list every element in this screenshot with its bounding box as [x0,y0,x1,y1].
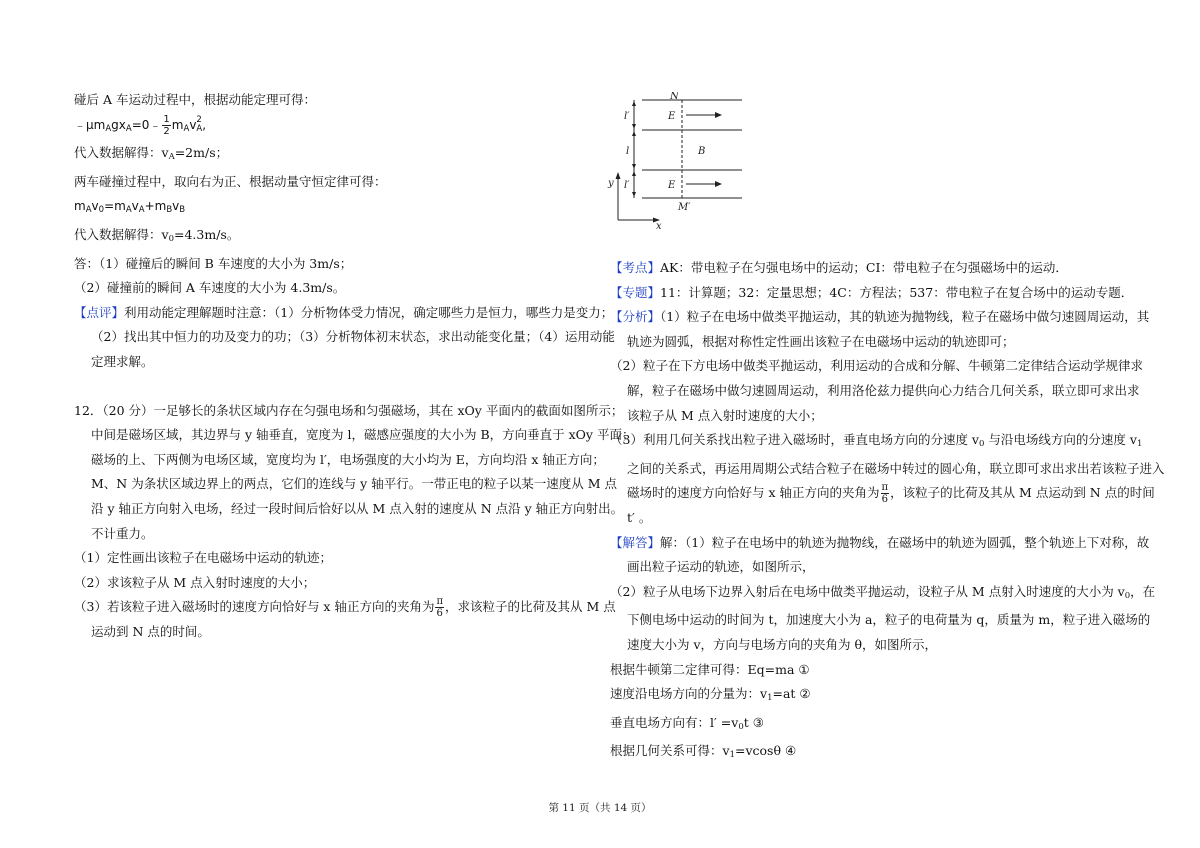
y-axis-arrowhead [616,172,621,179]
label-m: M′ [678,202,691,213]
solution-line: 下侧电场中运动的时间为 t，加速度大小为 a，粒子的电荷量为 q，质量为 m，粒子进入磁场的 [627,612,1151,628]
label-x: x [656,221,662,232]
analysis-line: t′ 。 [627,509,652,525]
text-line: 两车碰撞过程中，取向右为正、根据动量守恒定律可得： [74,173,387,189]
analysis-line: （2）粒子在下方电场中做类平抛运动，利用运动的合成和分解、牛顿第二定律结合运动学规律求 [610,358,1143,374]
text-line: 代入数据解得：$v_A=2m/s$； [74,145,229,163]
label-n: N [670,92,679,102]
equation-line: 速度沿电场方向的分量为：$v_1=at$ ② [610,686,811,704]
zhuanti-tag: 【专题】 [610,284,661,300]
label-l: l [626,146,630,157]
solution-line: 画出粒子运动的轨迹，如图所示， [627,559,815,575]
question-line: 磁场的上、下两侧为电场区域，宽度均为 l′，电场强度的大小均为 E，方向均沿 x 轴正方向； [91,451,605,467]
kaodian-line: 【考点】AK：带电粒子在匀强电场中的运动；CI：带电粒子在匀强磁场中的运动． [610,260,1068,275]
analysis-line: 之间的关系式，再运用周期公式结合粒子在磁场中转过的圆心角，联立即可求出求出若该粒子进入 [627,460,1165,476]
question-line: 不计重力。 [91,525,154,541]
label-b: B [698,146,706,157]
analysis-line: （3）利用几何关系找出粒子进入磁场时，垂直电场方向的分速度 $v_0$ 与沿电场线方向的分速度 $v_1$ [610,432,1143,450]
fraction: $\frac{\pi}{6}$ [436,596,444,620]
question-line: 运动到 N 点的时间。 [91,623,210,639]
left-column [74,88,635,644]
analysis-line: 解，粒子在磁场中做匀速圆周运动，利用洛伦兹力提供向心力结合几何关系，联立即可求出求 [627,382,1140,398]
question-line: 沿 y 轴正方向射入电场，经过一段时间后恰好以从 M 点入射的速度从 N 点沿 y 轴正方向射出。 [91,500,624,516]
fraction: $\frac{\pi}{6}$ [881,482,889,506]
question-line: 中间是磁场区域，其边界与 y 轴垂直，宽度为 l，磁感应强度的大小为 B，方向垂直于 xOy 平面； [91,427,635,443]
equation-line: 根据牛顿第二定律可得：Eq=ma ① [610,661,810,677]
analysis-line: 该粒子从 M 点入射时速度的大小； [627,407,823,423]
label-e: E [668,111,676,122]
solution-tag: 【解答】 [610,534,661,550]
analysis-line: 磁场时的速度方向恰好与 x 轴正方向的夹角为 $\frac{\pi}{6}$ ，该粒子的比荷及其从 M 点运动到 N 点的时间 [627,482,1155,506]
momentum-equation: $m_Av_0=m_Av_A+m_Bv_B$ [74,199,186,216]
comment-tag: 【点评】 [74,304,125,320]
solution-line: 【解答】解：（1）粒子在电场中的轨迹为抛物线，在磁场中的轨迹为圆弧，整个轨迹上下对称，故 [610,534,1150,550]
comment-line: 定理求解。 [91,353,154,369]
zhuanti-line: 【专题】11：计算题；32：定量思想；4C：方程法；537：带电粒子在复合场中的运动专题． [610,284,1134,300]
answer-line: （2）碰撞前的瞬间 A 车速度的大小为 4.3m/s。 [74,280,346,296]
analysis-line: 轨迹为圆弧，根据对称性定性画出该粒子在电磁场中运动的轨迹即可； [627,333,1015,349]
equation-line: 垂直电场方向有：$l' =v_0t$ ③ [610,714,764,732]
field-region-diagram [604,92,754,232]
question-line: M、N 为条状区域边界上的两点，它们的连线与 y 轴平行。一带正电的粒子以某一速度从 M 点 [91,476,617,492]
label-e: E [668,180,676,191]
label-y: y [608,178,614,189]
comment-line: （2）找出其中恒力的功及变力的功；（3）分析物体初末状态，求出动能变化量；（4）运用动能 [91,329,615,345]
arrowhead [715,112,722,118]
answer-line: 答：（1）碰撞后的瞬间 B 车速度的大小为 3m/s； [74,255,353,271]
right-column [610,256,1165,768]
question-line: （3）若该粒子进入磁场时的速度方向恰好与 x 轴正方向的夹角为 $\frac{\pi}{6}$ ，求该粒子的比荷及其从 M 点 [74,596,616,620]
analysis-line: 【分析】（1）粒子在电场中做类平抛运动，其的轨迹为抛物线，粒子在磁场中做匀速圆周运动，其 [610,309,1150,325]
page-footer: 第 11 页（共 14 页） [548,802,652,814]
fraction: $\frac{1}{2}$ [163,113,170,137]
equation-line: 根据几何关系可得：$v_1=vcos\theta$ ④ [610,743,797,761]
question-line: 12．（20 分）一足够长的条状区域内存在匀强电场和匀强磁场，其在 xOy 平面内的截面如图所示； [74,402,624,418]
arrowhead [715,181,722,187]
label-l-prime: l′ [624,180,630,191]
solution-line: 速度大小为 v，方向与电场方向的夹角为 θ，如图所示， [627,636,938,652]
question-line: （2）求该粒子从 M 点入射时速度的大小； [74,574,316,590]
question-line: （1）定性画出该粒子在电磁场中运动的轨迹； [74,550,332,566]
text-line: 碰后 A 车运动过程中，根据动能定理可得： [74,92,316,107]
analysis-tag: 【分析】 [610,309,661,325]
kinetic-energy-equation: $﹣\mu m_Agx_A=0﹣$ $\frac{1}{2}$ $m_Av$ 2 A , [74,113,207,137]
kaodian-tag: 【考点】 [610,260,661,275]
comment-line: 【点评】利用动能定理解题时注意：（1）分析物体受力情况，确定哪些力是恒力，哪些力是变力； [74,304,614,320]
solution-line: （2）粒子从电场下边界入射后在电场中做类平抛运动，设粒子从 M 点射入时速度的大小为 $v_0$，在 [610,583,1156,601]
text-line: 代入数据解得：$v_0=4.3m/s$。 [74,226,240,244]
label-l-prime: l′ [624,111,630,122]
